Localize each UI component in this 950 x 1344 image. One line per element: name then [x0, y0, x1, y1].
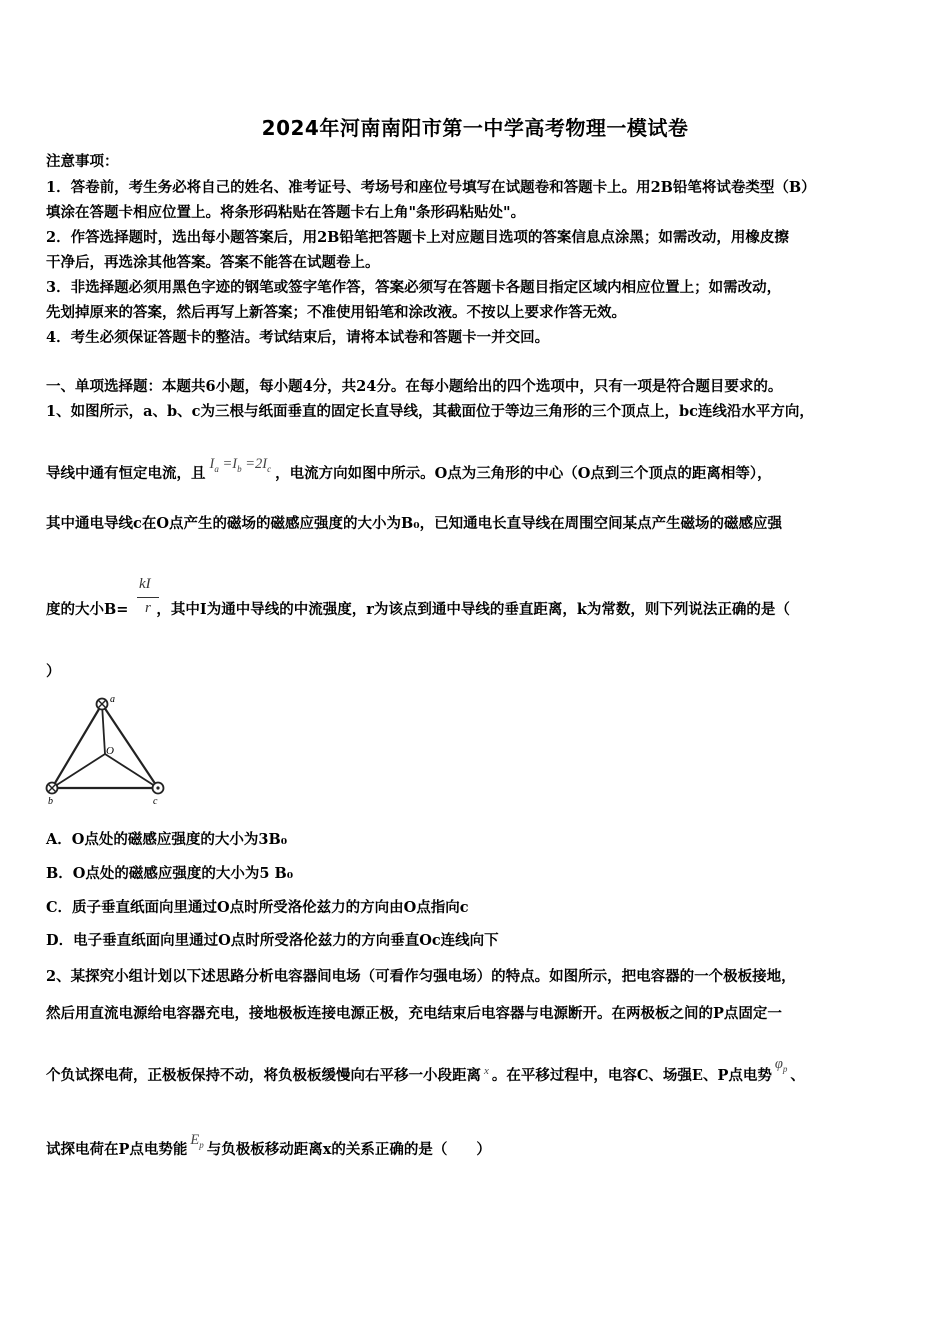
page-title: 2024年河南南阳市第一中学高考物理一模试卷: [261, 116, 689, 140]
q2-text: 个负试探电荷，正极板保持不动，将负极板缓慢向右平移一小段距离: [46, 1067, 481, 1084]
fraction-numerator: kI: [139, 576, 151, 592]
symbol-x: x: [484, 1065, 489, 1077]
notice-line: 1．答卷前，考生务必将自己的姓名、准考证号、考场号和座位号填写在试题卷和答题卡上。用2B铅笔将试卷类型（B）: [46, 179, 816, 196]
q1-option-a: A．O点处的磁感应强度的大小为3B₀: [46, 831, 288, 848]
q2-text: 试探电荷在P点电势能: [46, 1141, 188, 1158]
q1-line: 其中通电导线c在O点产生的磁场的磁感应强度的大小为B₀，已知通电长直导线在周围空间某点产生磁场的磁感应强: [46, 515, 783, 532]
section-heading: 一、单项选择题：本题共6小题，每小题4分，共24分。在每小题给出的四个选项中，只有一项是符合题目要求的。: [46, 378, 783, 395]
label-b: b: [48, 796, 53, 807]
q1-text: ，电流方向如图中所示。O点为三角形的中心（O点到三个顶点的距离相等），: [275, 465, 772, 482]
notice-line: 3．非选择题必须用黑色字迹的钢笔或签字笔作答，答案必须写在答题卡各题目指定区域内相应位置上；如需改动，: [46, 279, 782, 296]
q2-text: 、: [790, 1067, 805, 1084]
triangle-figure: [40, 690, 170, 808]
q2-text: 。在平移过程中，电容C、场强E、P点电势: [491, 1067, 772, 1084]
q1-option-c: C．质子垂直纸面向里通过O点时所受洛伦兹力的方向由O点指向c: [46, 899, 469, 916]
notice-line: 2．作答选择题时，选出每小题答案后，用2B铅笔把答题卡上对应题目选项的答案信息点涂黑；如需改动，用橡皮擦: [46, 229, 789, 246]
symbol-ep: $E_p$: [190, 1132, 204, 1150]
fraction-denominator: r: [145, 600, 151, 616]
q1-line: 1、如图所示，a、b、c为三根与纸面垂直的固定长直导线，其截面位于等边三角形的三个顶点上，bc连线沿水平方向，: [46, 403, 814, 420]
current-formula: $I_a =I_b =2I_c$: [209, 456, 272, 474]
q1-text: 度的大小B=: [46, 601, 129, 618]
q1-line: ）: [46, 663, 61, 680]
q2-line: [46, 1056, 805, 1091]
symbol-phi: $\varphi_p$: [774, 1056, 788, 1074]
q1-option-b: B．O点处的磁感应强度的大小为5 B₀: [46, 865, 294, 882]
q2-line: 然后用直流电源给电容器充电，接地极板连接电源正极，充电结束后电容器与电源断开。在两极板之间的P点固定一: [46, 1005, 782, 1022]
median-line: [52, 754, 105, 788]
q1-text: 导线中通有恒定电流，且: [46, 465, 206, 482]
q1-option-d: D．电子垂直纸面向里通过O点时所受洛伦兹力的方向垂直Oc连线向下: [46, 932, 499, 949]
label-a: a: [110, 694, 115, 705]
q2-line: 2、某探究小组计划以下述思路分析电容器间电场（可看作匀强电场）的特点。如图所示，把电容器的一个极板接地，: [46, 968, 796, 985]
fraction-bar: [137, 597, 159, 598]
q1-line: [46, 456, 772, 489]
q2-text: 与负极板移动距离x的关系正确的是（ ）: [206, 1141, 491, 1158]
q1-line: [46, 600, 790, 620]
median-line: [105, 754, 158, 788]
notice-line: 干净后，再选涂其他答案。答案不能答在试题卷上。: [46, 254, 380, 271]
median-line: [102, 704, 105, 754]
notice-line: 先划掉原来的答案，然后再写上新答案；不准使用铅笔和涂改液。不按以上要求作答无效。: [46, 304, 626, 321]
q1-text: ，其中I为通中导线的中流强度，r为该点到通中导线的垂直距离，k为常数，则下列说法正确的是（: [156, 601, 790, 618]
q2-line: [46, 1132, 491, 1165]
notice-line: 填涂在答题卡相应位置上。将条形码粘贴在答题卡右上角"条形码粘贴处"。: [46, 204, 526, 221]
notice-heading: 注意事项：: [46, 153, 119, 170]
label-c: c: [153, 796, 158, 807]
notice-line: 4．考生必须保证答题卡的整洁。考试结束后，请将本试卷和答题卡一并交回。: [46, 329, 550, 346]
label-o: O: [106, 745, 114, 757]
